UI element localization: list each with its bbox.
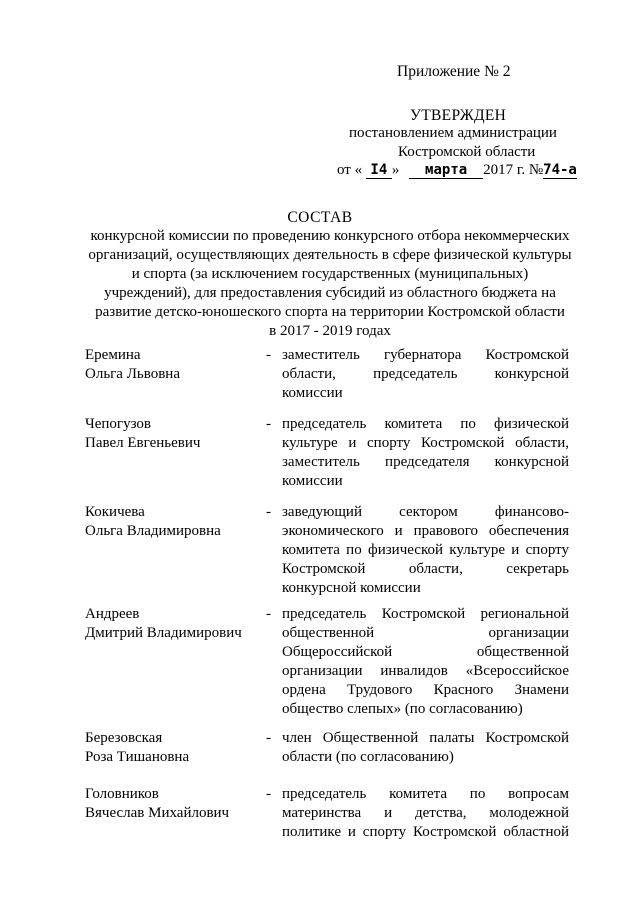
- member-name-line: Андреев: [85, 606, 140, 622]
- date-mid: »: [391, 162, 400, 178]
- member-role-line: комиссии: [282, 473, 343, 489]
- member-role-line: политике и спорту Костромской областной: [282, 824, 569, 840]
- member-name: [85, 503, 260, 541]
- member-role-line: заместитель председателя конкурсной: [282, 454, 569, 470]
- member-role-line: ордена Трудового Красного Знамени: [282, 682, 569, 698]
- member-role: [282, 503, 569, 598]
- subtitle-line: учреждений), для предоставления субсидий из областного бюджета на: [104, 285, 556, 301]
- decree-date-line: [337, 161, 577, 180]
- member-name-line: Еремина: [85, 347, 141, 363]
- member-role-line: комитета по физической культуре и спорту: [282, 542, 569, 558]
- member-name: [85, 605, 260, 643]
- member-name-line: Чепогузов: [85, 416, 152, 432]
- member-name: [85, 415, 260, 453]
- member-name-line: Павел Евгеньевич: [85, 435, 201, 451]
- member-role-line: Общероссийской общественной: [282, 644, 569, 660]
- member-name-line: Вячеслав Михайлович: [85, 805, 230, 821]
- member-role-line: области, председатель конкурсной: [282, 366, 569, 382]
- member-role-line: общественной организации: [282, 625, 569, 641]
- document-title: СОСТАВ: [287, 209, 353, 226]
- member-name-line: Ольга Львовна: [85, 366, 180, 382]
- member-role-line: конкурсной комиссии: [282, 580, 421, 596]
- member-name: [85, 346, 260, 384]
- member-name: [85, 785, 260, 823]
- member-name-line: Дмитрий Владимирович: [85, 625, 242, 641]
- subtitle-line: развитие детско-юношеского спорта на территории Костромской области: [95, 304, 565, 320]
- member-role-line: Костромской области, секретарь: [282, 561, 569, 577]
- member-dash: -: [266, 347, 271, 363]
- member-role: [282, 415, 569, 491]
- member-role-line: председатель Костромской региональной: [282, 606, 569, 622]
- member-role-line: организации инвалидов «Всероссийское: [282, 663, 569, 679]
- member-role-line: экономического и правового обеспечения: [282, 523, 569, 539]
- subtitle-line: конкурсной комиссии по проведению конкурсного отбора некоммерческих: [90, 228, 570, 244]
- member-role-line: материнства и детства, молодежной: [282, 805, 569, 821]
- member-dash: -: [266, 606, 271, 622]
- subtitle-line: организаций, осуществляющих деятельность в сфере физической культуры: [88, 247, 572, 263]
- member-dash: -: [266, 416, 271, 432]
- date-month: марта: [409, 162, 483, 179]
- subtitle-line: и спорта (за исключением государственных (муниципальных): [131, 266, 529, 282]
- member-role: [282, 785, 569, 842]
- member-name: [85, 729, 260, 767]
- member-role-line: председатель комитета по вопросам: [282, 786, 569, 802]
- member-role-line: заведующий сектором финансово-: [282, 504, 569, 520]
- member-dash: -: [266, 786, 271, 802]
- member-role-line: член Общественной палаты Костромской: [282, 730, 569, 746]
- member-name-line: Кокичева: [85, 504, 145, 520]
- date-year: 2017 г. №: [483, 162, 544, 178]
- decree-number: 74-а: [543, 162, 577, 178]
- member-dash: -: [266, 730, 271, 746]
- decree-line-2: Костромской области: [398, 144, 536, 160]
- subtitle-line: в 2017 - 2019 годах: [269, 323, 391, 339]
- decree-line-1: постановлением администрации: [349, 125, 557, 141]
- member-role: [282, 346, 569, 403]
- approval-stamp-title: УТВЕРЖДЕН: [410, 107, 507, 124]
- date-day: I4: [366, 162, 392, 179]
- member-dash: -: [266, 504, 271, 520]
- date-prefix: от «: [337, 162, 363, 178]
- member-role-line: культуре и спорту Костромской области,: [282, 435, 569, 451]
- member-role: [282, 605, 569, 719]
- member-role-line: председатель комитета по физической: [282, 416, 569, 432]
- member-name-line: Ольга Владимировна: [85, 523, 221, 539]
- member-role: [282, 729, 569, 767]
- member-name-line: Головников: [85, 786, 159, 802]
- document-subtitle: [80, 227, 580, 341]
- member-role-line: области (по согласованию): [282, 749, 454, 765]
- member-role-line: заместитель губернатора Костромской: [282, 347, 569, 363]
- member-role-line: комиссии: [282, 385, 343, 401]
- member-role-line: общество слепых» (по согласованию): [282, 701, 523, 717]
- member-name-line: Березовская: [85, 730, 163, 746]
- appendix-label: Приложение № 2: [397, 63, 511, 80]
- member-name-line: Роза Тишановна: [85, 749, 190, 765]
